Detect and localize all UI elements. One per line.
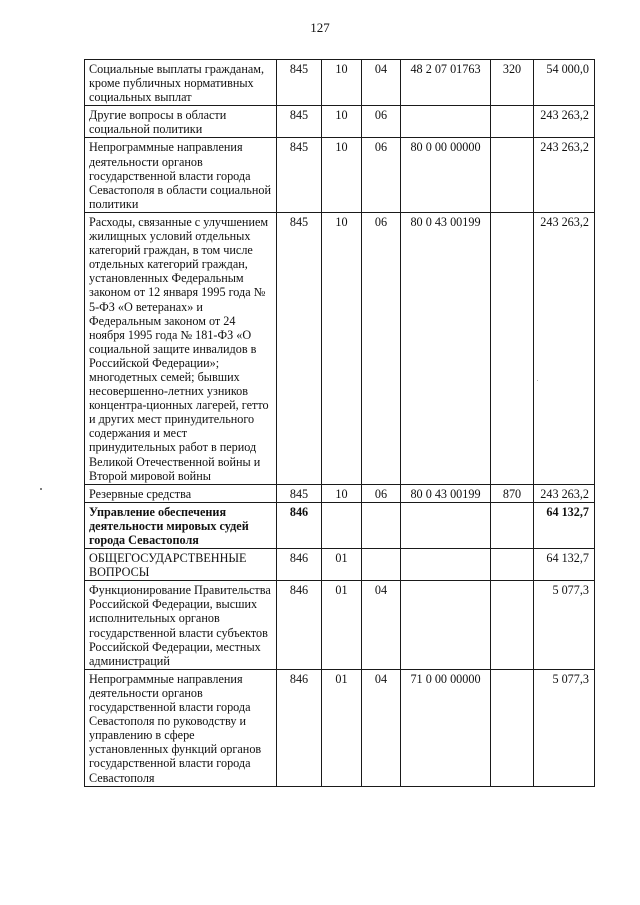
subsection-code: 06 bbox=[362, 484, 401, 502]
department-code: 845 bbox=[277, 106, 322, 138]
amount: 243 263,2 bbox=[534, 212, 595, 484]
expense-type-code bbox=[491, 502, 534, 548]
item-name: Непрограммные направления деятельности органов государственной власти города Севастополя в области социальной политики bbox=[85, 138, 277, 212]
department-code: 846 bbox=[277, 581, 322, 670]
section-code: 10 bbox=[322, 60, 362, 106]
amount: 243 263,2 bbox=[534, 138, 595, 212]
section-code: 01 bbox=[322, 581, 362, 670]
section-code: 10 bbox=[322, 484, 362, 502]
amount: 5 077,3 bbox=[534, 669, 595, 786]
table-row bbox=[85, 669, 595, 786]
table-row bbox=[85, 484, 595, 502]
target-article-code: 80 0 43 00199 bbox=[401, 484, 491, 502]
item-name: ОБЩЕГОСУДАРСТВЕННЫЕ ВОПРОСЫ bbox=[85, 549, 277, 581]
expense-type-code bbox=[491, 581, 534, 670]
target-article-code bbox=[401, 502, 491, 548]
item-name: Резервные средства bbox=[85, 484, 277, 502]
amount: 54 000,0 bbox=[534, 60, 595, 106]
department-code: 845 bbox=[277, 484, 322, 502]
expense-type-code: 870 bbox=[491, 484, 534, 502]
subsection-code: 06 bbox=[362, 106, 401, 138]
expense-type-code bbox=[491, 212, 534, 484]
item-name: Непрограммные направления деятельности органов государственной власти города Севастополя по руководству и управлению в сфере установленных функций органов государственной власти города Севастополя bbox=[85, 669, 277, 786]
target-article-code bbox=[401, 549, 491, 581]
table-row bbox=[85, 138, 595, 212]
item-name: Расходы, связанные с улучшением жилищных условий отдельных категорий граждан, в том числе отдельных категорий граждан, установленных Федеральным законом от 12 января 1995 года № 5-ФЗ «О ветеранах» и Федеральным законом от 24 ноября 1995 года № 181-ФЗ «О социальной защите инвалидов в Российской Федерации»; многодетных семей; бывших несовершенно-летних узников концентра-ционных лагерей, гетто и других мест принудительного содержания и мест принудительных работ в период Великой Отечественной войны и Второй мировой войны bbox=[85, 212, 277, 484]
section-code: 10 bbox=[322, 212, 362, 484]
subsection-code: 04 bbox=[362, 669, 401, 786]
target-article-code: 48 2 07 01763 bbox=[401, 60, 491, 106]
expense-type-code bbox=[491, 549, 534, 581]
target-article-code bbox=[401, 106, 491, 138]
table-row bbox=[85, 581, 595, 670]
table-row bbox=[85, 60, 595, 106]
item-name: Управление обеспечения деятельности мировых судей города Севастополя bbox=[85, 502, 277, 548]
amount: 64 132,7 bbox=[534, 502, 595, 548]
section-code: 10 bbox=[322, 106, 362, 138]
department-code: 846 bbox=[277, 502, 322, 548]
section-code: 01 bbox=[322, 669, 362, 786]
target-article-code: 80 0 00 00000 bbox=[401, 138, 491, 212]
table-row bbox=[85, 212, 595, 484]
subsection-code: 04 bbox=[362, 60, 401, 106]
department-code: 845 bbox=[277, 212, 322, 484]
amount: 243 263,2 bbox=[534, 484, 595, 502]
item-name: Другие вопросы в области социальной политики bbox=[85, 106, 277, 138]
department-code: 845 bbox=[277, 138, 322, 212]
table-row bbox=[85, 106, 595, 138]
expense-type-code bbox=[491, 138, 534, 212]
subsection-code bbox=[362, 502, 401, 548]
amount: 243 263,2 bbox=[534, 106, 595, 138]
item-name: Функционирование Правительства Российской Федерации, высших исполнительных органов государственной власти субъектов Российской Федерации, местных администраций bbox=[85, 581, 277, 670]
department-code: 846 bbox=[277, 549, 322, 581]
table-row bbox=[85, 549, 595, 581]
scan-speck bbox=[537, 380, 538, 381]
department-code: 846 bbox=[277, 669, 322, 786]
budget-table bbox=[84, 59, 595, 787]
department-code: 845 bbox=[277, 60, 322, 106]
subsection-code: 06 bbox=[362, 138, 401, 212]
scan-speck bbox=[40, 488, 42, 490]
target-article-code: 71 0 00 00000 bbox=[401, 669, 491, 786]
subsection-code: 04 bbox=[362, 581, 401, 670]
target-article-code: 80 0 43 00199 bbox=[401, 212, 491, 484]
table-body bbox=[85, 60, 595, 787]
page-number: 127 bbox=[310, 20, 330, 35]
expense-type-code bbox=[491, 669, 534, 786]
item-name: Социальные выплаты гражданам, кроме публичных нормативных социальных выплат bbox=[85, 60, 277, 106]
section-code: 01 bbox=[322, 549, 362, 581]
amount: 64 132,7 bbox=[534, 549, 595, 581]
subsection-code bbox=[362, 549, 401, 581]
expense-type-code bbox=[491, 106, 534, 138]
expense-type-code: 320 bbox=[491, 60, 534, 106]
section-code bbox=[322, 502, 362, 548]
amount: 5 077,3 bbox=[534, 581, 595, 670]
section-code: 10 bbox=[322, 138, 362, 212]
subsection-code: 06 bbox=[362, 212, 401, 484]
target-article-code bbox=[401, 581, 491, 670]
table-row bbox=[85, 502, 595, 548]
